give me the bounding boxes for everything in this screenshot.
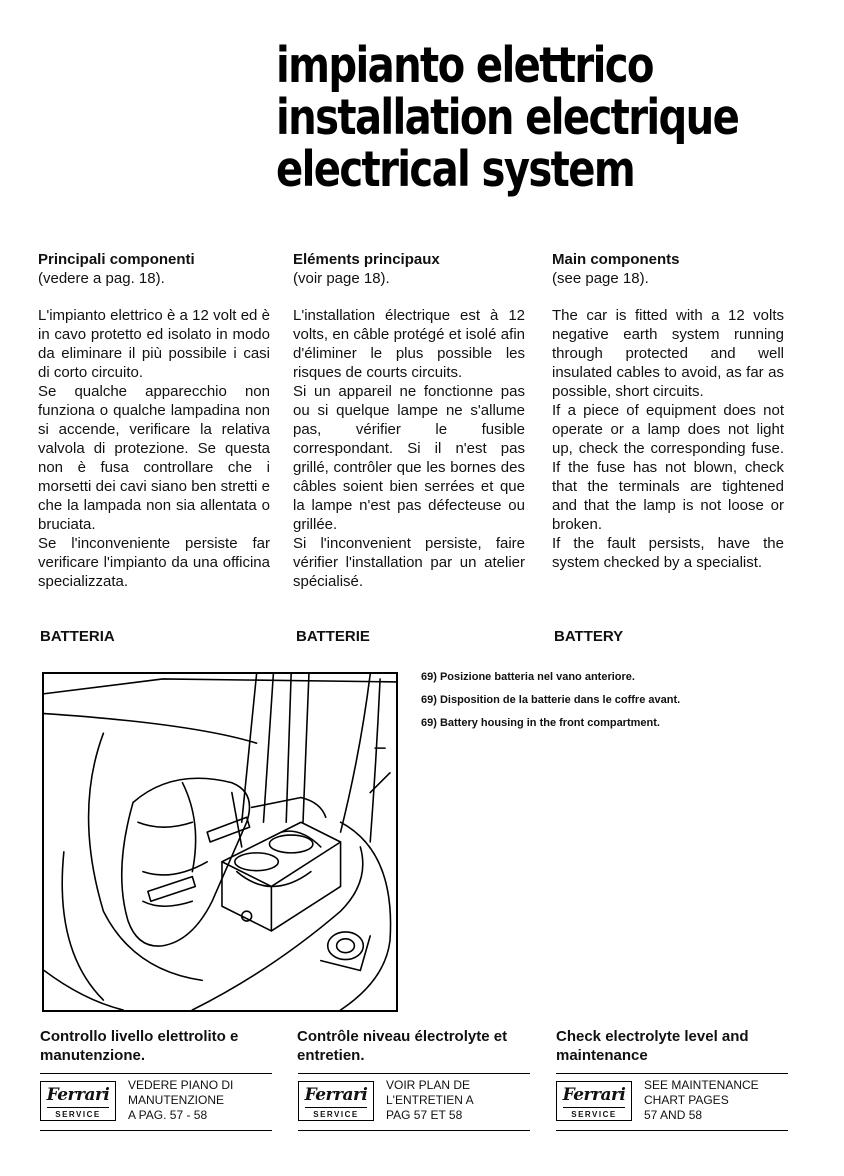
service-box-en xyxy=(556,1073,788,1131)
caption-en: 69) Battery housing in the front compartment. xyxy=(421,717,660,729)
paragraph: L'impianto elettrico è a 12 volt ed è in cavo protetto ed isolato in modo da eliminare il più possibile i casi di corto circuito. xyxy=(38,307,270,381)
battery-drawing xyxy=(44,674,396,1010)
body-text-en xyxy=(552,306,784,572)
page-title xyxy=(276,37,739,198)
service-line: 57 AND 58 xyxy=(644,1108,703,1122)
subheading-electrolyte-it: Controllo livello elettrolito e manutenzione. xyxy=(40,1028,239,1064)
section-battery-en: BATTERY xyxy=(554,628,624,645)
ferrari-service-logo xyxy=(40,1081,116,1121)
column-french xyxy=(293,250,525,591)
service-line: VEDERE PIANO DI xyxy=(128,1078,234,1092)
service-line: L'ENTRETIEN A xyxy=(386,1093,474,1107)
service-line: CHART PAGES xyxy=(644,1093,729,1107)
paragraph: Si un appareil ne fonctionne pas ou si quelque lampe ne s'allume pas, vérifier le fusible correspondant. Si il n'est pas grillé, contrôler que les bornes des câbles soient bien serrées et que la lampe n'est pas défecteuse ou grillée. xyxy=(293,383,525,533)
service-line: MANUTENZIONE xyxy=(128,1093,224,1107)
column-italian xyxy=(38,250,270,591)
service-line: SEE MAINTENANCE xyxy=(644,1078,759,1092)
paragraph: If a piece of equipment does not operate or a lamp does not light up, check the corresponding fuse. If the fuse has not blown, check that the terminals are tightened and that the lamp is not loose or broken. xyxy=(552,402,784,533)
service-line: PAG 57 ET 58 xyxy=(386,1108,463,1122)
logo-service: SERVICE xyxy=(47,1107,109,1120)
paragraph: Se qualche apparecchio non funziona o qualche lampadina non si accende, verificare la relativa valvola di protezione. Se questa non è fusa controllare che i morsetti dei cavi siano ben stretti e che la lampada non sia allentata o bruciata. xyxy=(38,383,270,533)
service-box-it xyxy=(40,1073,272,1131)
service-reference xyxy=(386,1078,474,1123)
column-english xyxy=(552,250,784,572)
paragraph: Si l'inconvenient persiste, faire vérifier l'installation par un atelier spécialisé. xyxy=(293,535,525,590)
logo-brand: Ferrari xyxy=(46,1085,110,1105)
ferrari-service-logo xyxy=(298,1081,374,1121)
service-box-fr xyxy=(298,1073,530,1131)
title-french: installation electrique xyxy=(276,89,739,146)
logo-brand: Ferrari xyxy=(562,1085,626,1105)
subheading-electrolyte-fr: Contrôle niveau électrolyte et entretien. xyxy=(297,1028,508,1064)
logo-brand: Ferrari xyxy=(304,1085,368,1105)
caption-it: 69) Posizione batteria nel vano anteriore. xyxy=(421,671,635,683)
battery-illustration xyxy=(42,672,398,1012)
title-english: electrical system xyxy=(276,141,635,198)
body-text-it xyxy=(38,306,270,591)
paragraph: The car is fitted with a 12 volts negative earth system running through protected and well insulated cables to avoid, as far as possible, short circuits. xyxy=(552,307,784,400)
see-page-it: (vedere a pag. 18). xyxy=(38,270,165,287)
see-page-fr: (voir page 18). xyxy=(293,270,390,287)
caption-fr: 69) Disposition de la batterie dans le coffre avant. xyxy=(421,694,681,706)
subheading-electrolyte-en: Check electrolyte level and maintenance xyxy=(556,1028,749,1064)
see-page-en: (see page 18). xyxy=(552,270,649,287)
logo-service: SERVICE xyxy=(305,1107,367,1120)
ferrari-service-logo xyxy=(556,1081,632,1121)
paragraph: If the fault persists, have the system checked by a specialist. xyxy=(552,535,784,571)
service-line: VOIR PLAN DE xyxy=(386,1078,471,1092)
paragraph: Se l'inconveniente persiste far verificare l'impianto da una officina specializzata. xyxy=(38,535,270,590)
logo-service: SERVICE xyxy=(563,1107,625,1120)
section-battery-fr: BATTERIE xyxy=(296,628,370,645)
service-line: A PAG. 57 - 58 xyxy=(128,1108,208,1122)
heading-components-en: Main components xyxy=(552,251,680,268)
service-reference xyxy=(644,1078,759,1123)
figure-captions xyxy=(421,670,741,739)
body-text-fr xyxy=(293,306,525,591)
heading-components-it: Principali componenti xyxy=(38,251,195,268)
section-battery-it: BATTERIA xyxy=(40,628,115,645)
paragraph: L'installation électrique est à 12 volts, en câble protégé et isolé afin d'éliminer le plus possible les risques de courts circuits. xyxy=(293,307,525,381)
heading-components-fr: Eléments principaux xyxy=(293,251,440,268)
service-reference xyxy=(128,1078,233,1123)
title-italian: impianto elettrico xyxy=(276,37,653,94)
